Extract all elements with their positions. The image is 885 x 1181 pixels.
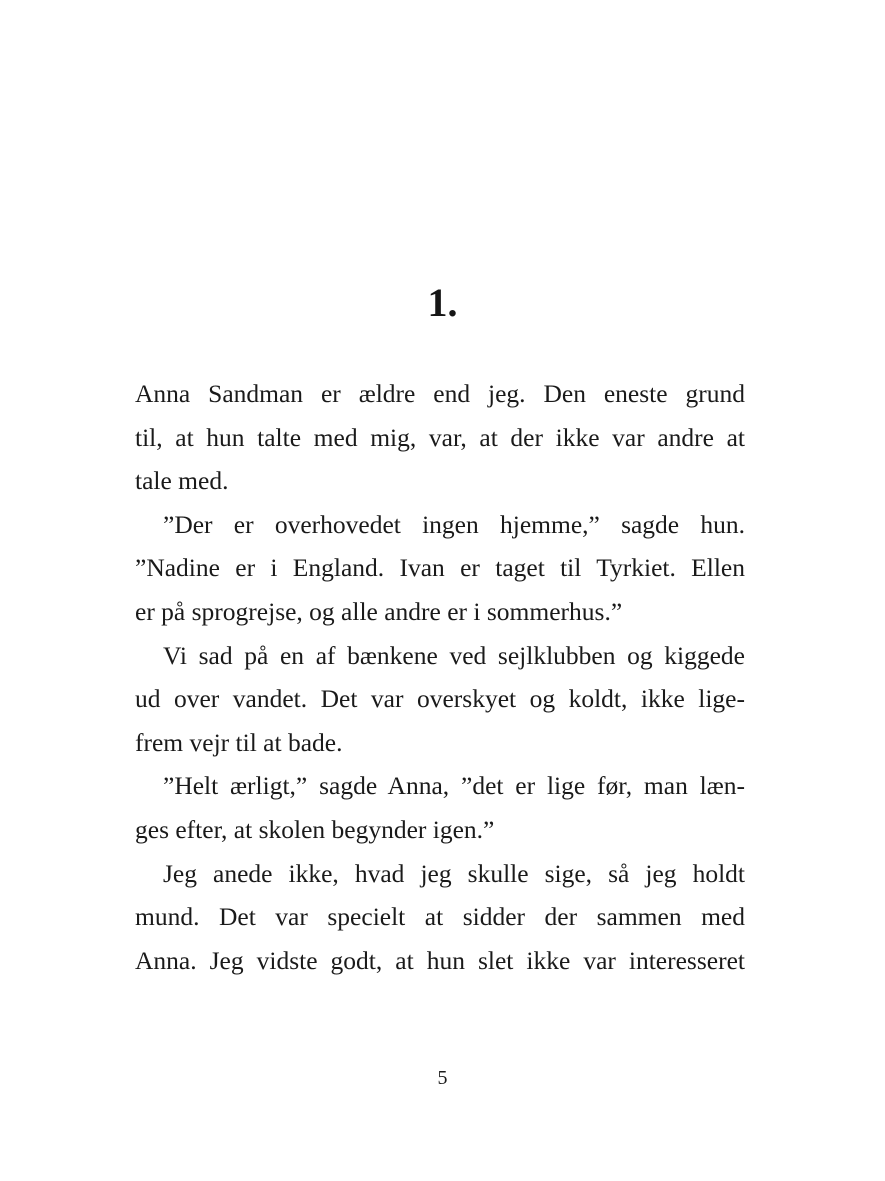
text-line: ges efter, at skolen begynder igen.” xyxy=(135,814,495,844)
page-number: 5 xyxy=(437,1067,448,1089)
chapter-heading: 1. xyxy=(427,280,458,325)
text-line: Anna Sandman er ældre end jeg. Den eneste grund xyxy=(135,379,745,408)
text-line: ”Der er overhovedet ingen hjemme,” sagde hun. xyxy=(163,509,745,539)
text-line: ”Nadine er i England. Ivan er taget til Tyrkiet. Ellen xyxy=(135,553,745,583)
text-line: til, at hun talte med mig, var, at der ikke var andre at xyxy=(135,422,745,452)
text-line: frem vejr til at bade. xyxy=(135,727,343,757)
text-line: Jeg anede ikke, hvad jeg skulle sige, så jeg holdt xyxy=(163,858,745,888)
text-line: ”Helt ærligt,” sagde Anna, ”det er lige før, man læn- xyxy=(163,771,745,801)
text-line: ud over vandet. Det var overskyet og koldt, ikke lige- xyxy=(135,684,745,714)
text-line: tale med. xyxy=(135,466,229,496)
text-line: Vi sad på en af bænkene ved sejlklubben og kiggede xyxy=(163,640,745,670)
text-line: er på sprogrejse, og alle andre er i sommerhus.” xyxy=(135,596,623,626)
text-line: mund. Det var specielt at sidder der sammen med xyxy=(135,902,745,932)
text-line: Anna. Jeg vidste godt, at hun slet ikke var interesseret xyxy=(135,945,745,975)
body-text xyxy=(135,372,745,982)
